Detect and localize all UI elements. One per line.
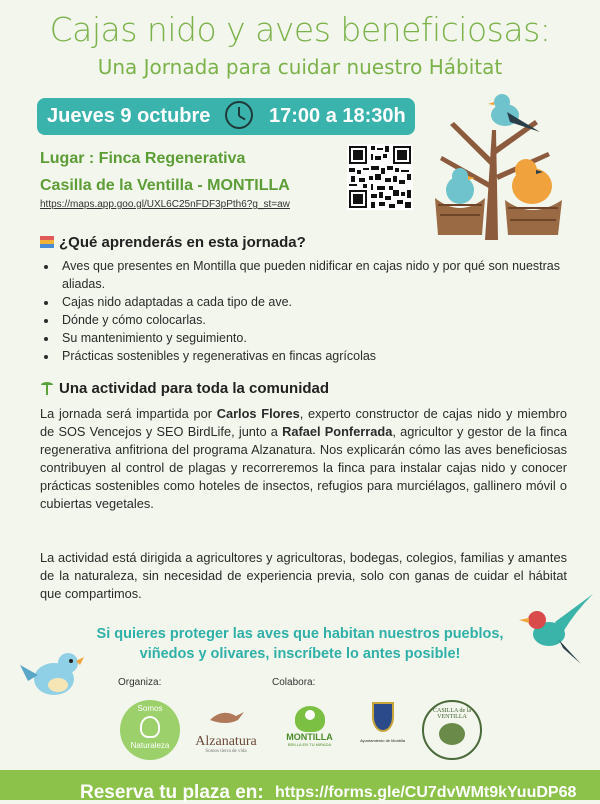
sprout-icon bbox=[40, 381, 54, 395]
qr-code-icon[interactable] bbox=[347, 144, 413, 210]
text-span: , agricultor y gestor de la finca regenerativa anfitriona del programa Alzanatura. Nos explicarán cómo las aves beneficiosas contribuyen al control de plagas y recorreremos la finca para instalar cajas nido y conocer prácticas sostenibles como hoteles de insectos, refugios para murciélagos, gallinero móvil o cubiertas vegetales. bbox=[40, 424, 567, 511]
logo-text: CASILLA de la VENTILLA bbox=[433, 708, 471, 720]
registration-link[interactable]: https://forms.gle/CU7dvWMt9kYuuDP68 bbox=[275, 784, 577, 801]
text-span: La jornada será impartida por bbox=[40, 406, 217, 421]
community-heading-text: Una actividad para toda la comunidad bbox=[59, 380, 330, 397]
logo-text: Alzanatura bbox=[195, 734, 257, 749]
list-item: • Su mantenimiento y seguimiento. bbox=[58, 329, 588, 347]
call-to-action bbox=[70, 624, 530, 664]
casilla-ventilla-logo bbox=[422, 700, 482, 760]
event-time: 17:00 a 18:30h bbox=[269, 105, 406, 127]
montilla-logo bbox=[282, 706, 337, 758]
cta-line: Si quieres proteger las aves que habitan nuestros pueblos, bbox=[96, 626, 504, 642]
learn-list bbox=[40, 257, 588, 365]
page-title: Cajas nido y aves beneficiosas: bbox=[49, 10, 551, 49]
audience-paragraph: La actividad está dirigida a agricultores y agricultoras, bodegas, colegios, familias y amantes de la naturaleza, sin necesidad de experiencia previa, solo con ganas de cuidar el hábitat que compartimos. bbox=[40, 550, 567, 601]
logo-text: Naturaleza bbox=[130, 741, 170, 750]
list-item: • Dónde y cómo colocarlas. bbox=[58, 311, 588, 329]
community-heading bbox=[40, 380, 329, 397]
logo-text: Somos bbox=[137, 704, 163, 713]
colabora-label: Colabora: bbox=[272, 677, 316, 688]
event-date: Jueves 9 octubre bbox=[47, 105, 211, 127]
cta-line: viñedos y olivares, inscríbete lo antes posible! bbox=[139, 646, 461, 662]
place-name: Casilla de la Ventilla - MONTILLA bbox=[40, 177, 290, 194]
organiza-label: Organiza: bbox=[118, 677, 162, 688]
learn-heading-text: ¿Qué aprenderás en esta jornada? bbox=[59, 234, 306, 251]
date-time-banner bbox=[37, 98, 415, 135]
logo-subtext: Ayuntamiento de Montilla bbox=[360, 738, 405, 743]
map-link[interactable]: https://maps.app.goo.gl/UXL6C25nFDF3pPth6?g_st=aw bbox=[40, 199, 290, 210]
logo-text: MONTILLA bbox=[286, 732, 333, 742]
left-bird-illustration bbox=[18, 645, 88, 705]
place-label: Lugar : Finca Regenerativa bbox=[40, 150, 246, 167]
reserve-label: Reserva tu plaza en: bbox=[80, 782, 264, 803]
ayuntamiento-logo bbox=[355, 700, 410, 760]
bird-logo-icon bbox=[206, 706, 246, 730]
list-item: • Cajas nido adaptadas a cada tipo de ave. bbox=[58, 293, 588, 311]
alzanatura-logo bbox=[186, 706, 266, 756]
birds-illustration bbox=[430, 90, 580, 240]
page-subtitle: Una Jornada para cuidar nuestro Hábitat bbox=[97, 55, 503, 79]
tree-icon bbox=[439, 723, 465, 745]
heart-icon bbox=[295, 706, 325, 732]
tree-icon bbox=[140, 716, 160, 738]
coat-of-arms-icon bbox=[372, 702, 394, 732]
speaker-name: Carlos Flores bbox=[216, 406, 300, 421]
list-item: • Aves que presentes en Montilla que pueden nidificar en cajas nido y por qué son nuestras aliadas. bbox=[58, 257, 588, 293]
list-item: • Prácticas sostenibles y regenerativas en fincas agrícolas bbox=[58, 347, 588, 365]
logo-subtext: Somos tierra de vida bbox=[205, 749, 247, 754]
somos-naturaleza-logo bbox=[120, 700, 180, 760]
text-span: , experto constructor de cajas nido y miembro de SOS Vencejos y SEO BirdLife, junto a bbox=[40, 406, 567, 439]
footer-banner bbox=[0, 770, 600, 803]
books-icon bbox=[40, 236, 54, 248]
clock-icon bbox=[225, 101, 253, 129]
logo-subtext: BRILLA EN TU MIRADA bbox=[287, 742, 332, 747]
right-bird-illustration bbox=[515, 592, 595, 667]
speaker-name: Rafael Ponferrada bbox=[282, 424, 393, 439]
description-paragraph bbox=[40, 405, 567, 513]
learn-heading bbox=[40, 234, 306, 251]
